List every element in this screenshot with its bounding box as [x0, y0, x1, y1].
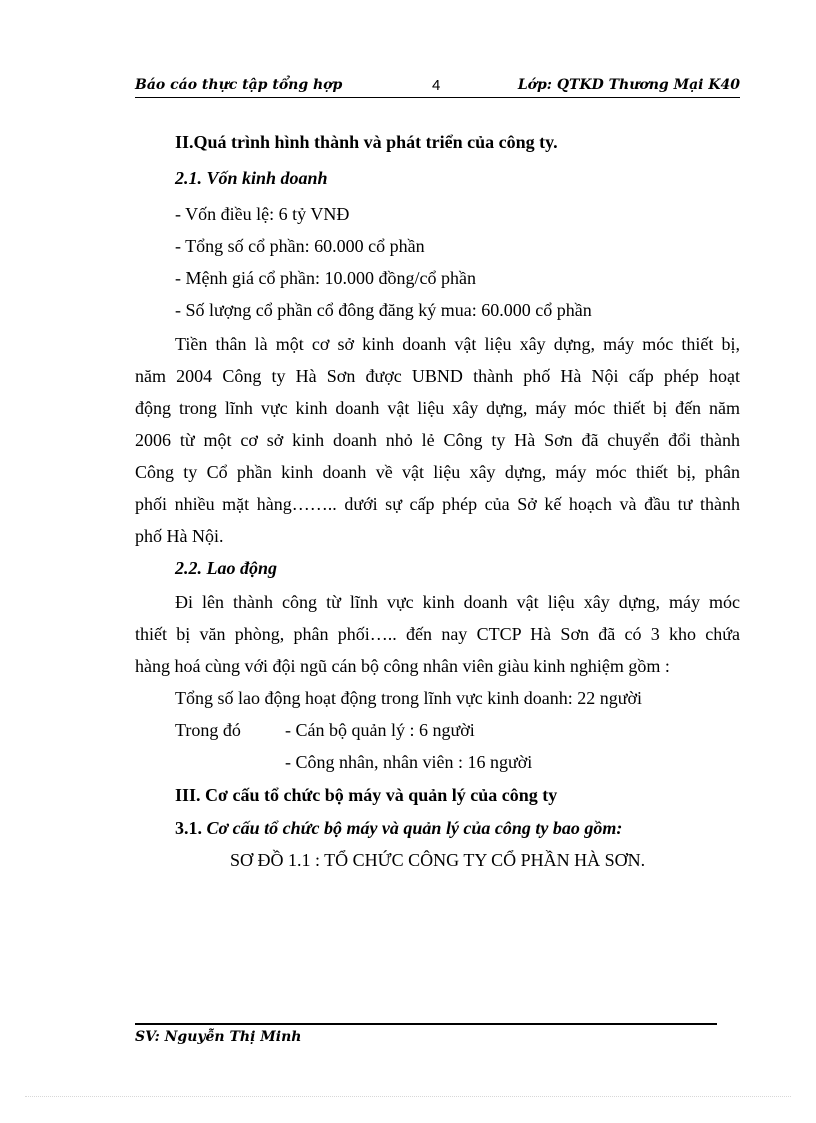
section-3-heading: III. Cơ cấu tổ chức bộ máy và quản lý của công ty	[175, 785, 558, 805]
labor-of-which-label: Trong đó	[175, 720, 241, 740]
subsection-3-1-heading	[175, 818, 622, 839]
para1-line-3: động trong lĩnh vực kinh doanh vật liệu xây dựng, máy móc thiết bị đến năm	[135, 398, 740, 418]
diagram-caption: SƠ ĐỒ 1.1 : TỔ CHỨC CÔNG TY CỔ PHẦN HÀ SƠN.	[230, 850, 646, 870]
bullet-par-value: - Mệnh giá cổ phần: 10.000 đồng/cổ phần	[175, 268, 476, 288]
subsection-3-1-number: 3.1.	[175, 818, 202, 838]
para1-line-4: 2006 từ một cơ sở kinh doanh nhỏ lẻ Công ty Hà Sơn đã chuyển đổi thành	[135, 430, 740, 450]
para1-line-2: năm 2004 Công ty Hà Sơn được UBND thành phố Hà Nội cấp phép hoạt	[135, 366, 740, 386]
para2-line-3: hàng hoá cùng với đội ngũ cán bộ công nhân viên giàu kinh nghiệm gồm :	[135, 656, 670, 676]
bullet-charter-capital: - Vốn điều lệ: 6 tỷ VNĐ	[175, 204, 350, 224]
para1-line-7: phố Hà Nội.	[135, 526, 224, 546]
para2-line-1: Đi lên thành công từ lĩnh vực kinh doanh vật liệu xây dựng, máy móc	[175, 592, 740, 612]
para1-line-6: phối nhiều mặt hàng…….. dưới sự cấp phép của Sở kế hoạch và đầu tư thành	[135, 494, 740, 514]
footer-rule	[135, 1023, 717, 1025]
section-2-heading: II.Quá trình hình thành và phát triển của công ty.	[175, 132, 558, 152]
footer-student-name: SV: Nguyễn Thị Minh	[135, 1029, 302, 1045]
labor-managers: - Cán bộ quản lý : 6 người	[285, 720, 475, 740]
report-title: Báo cáo thực tập tổng hợp	[135, 77, 343, 93]
labor-workers: - Công nhân, nhân viên : 16 người	[285, 752, 533, 772]
bullet-total-shares: - Tổng số cổ phần: 60.000 cổ phần	[175, 236, 425, 256]
bullet-registered-shares: - Số lượng cổ phần cổ đông đăng ký mua: 60.000 cổ phần	[175, 300, 592, 320]
page-header	[135, 75, 740, 98]
para2-line-2: thiết bị văn phòng, phân phối….. đến nay CTCP Hà Sơn đã có 3 kho chứa	[135, 624, 740, 644]
subsection-3-1-title: Cơ cấu tổ chức bộ máy và quản lý của công ty bao gồm:	[206, 818, 623, 838]
para1-line-1: Tiền thân là một cơ sở kinh doanh vật liệu xây dựng, máy móc thiết bị,	[175, 334, 740, 354]
subsection-2-2-heading: 2.2. Lao động	[175, 558, 278, 578]
para1-line-5: Công ty Cổ phần kinh doanh về vật liệu xây dựng, máy móc thiết bị, phân	[135, 462, 740, 482]
page-number: 4	[432, 77, 441, 94]
subsection-2-1-heading: 2.1. Vốn kinh doanh	[175, 168, 328, 188]
labor-total: Tổng số lao động hoạt động trong lĩnh vực kinh doanh: 22 người	[175, 688, 642, 708]
page-edge-divider	[25, 1096, 791, 1097]
class-label: Lớp: QTKD Thương Mại K40	[517, 77, 740, 93]
